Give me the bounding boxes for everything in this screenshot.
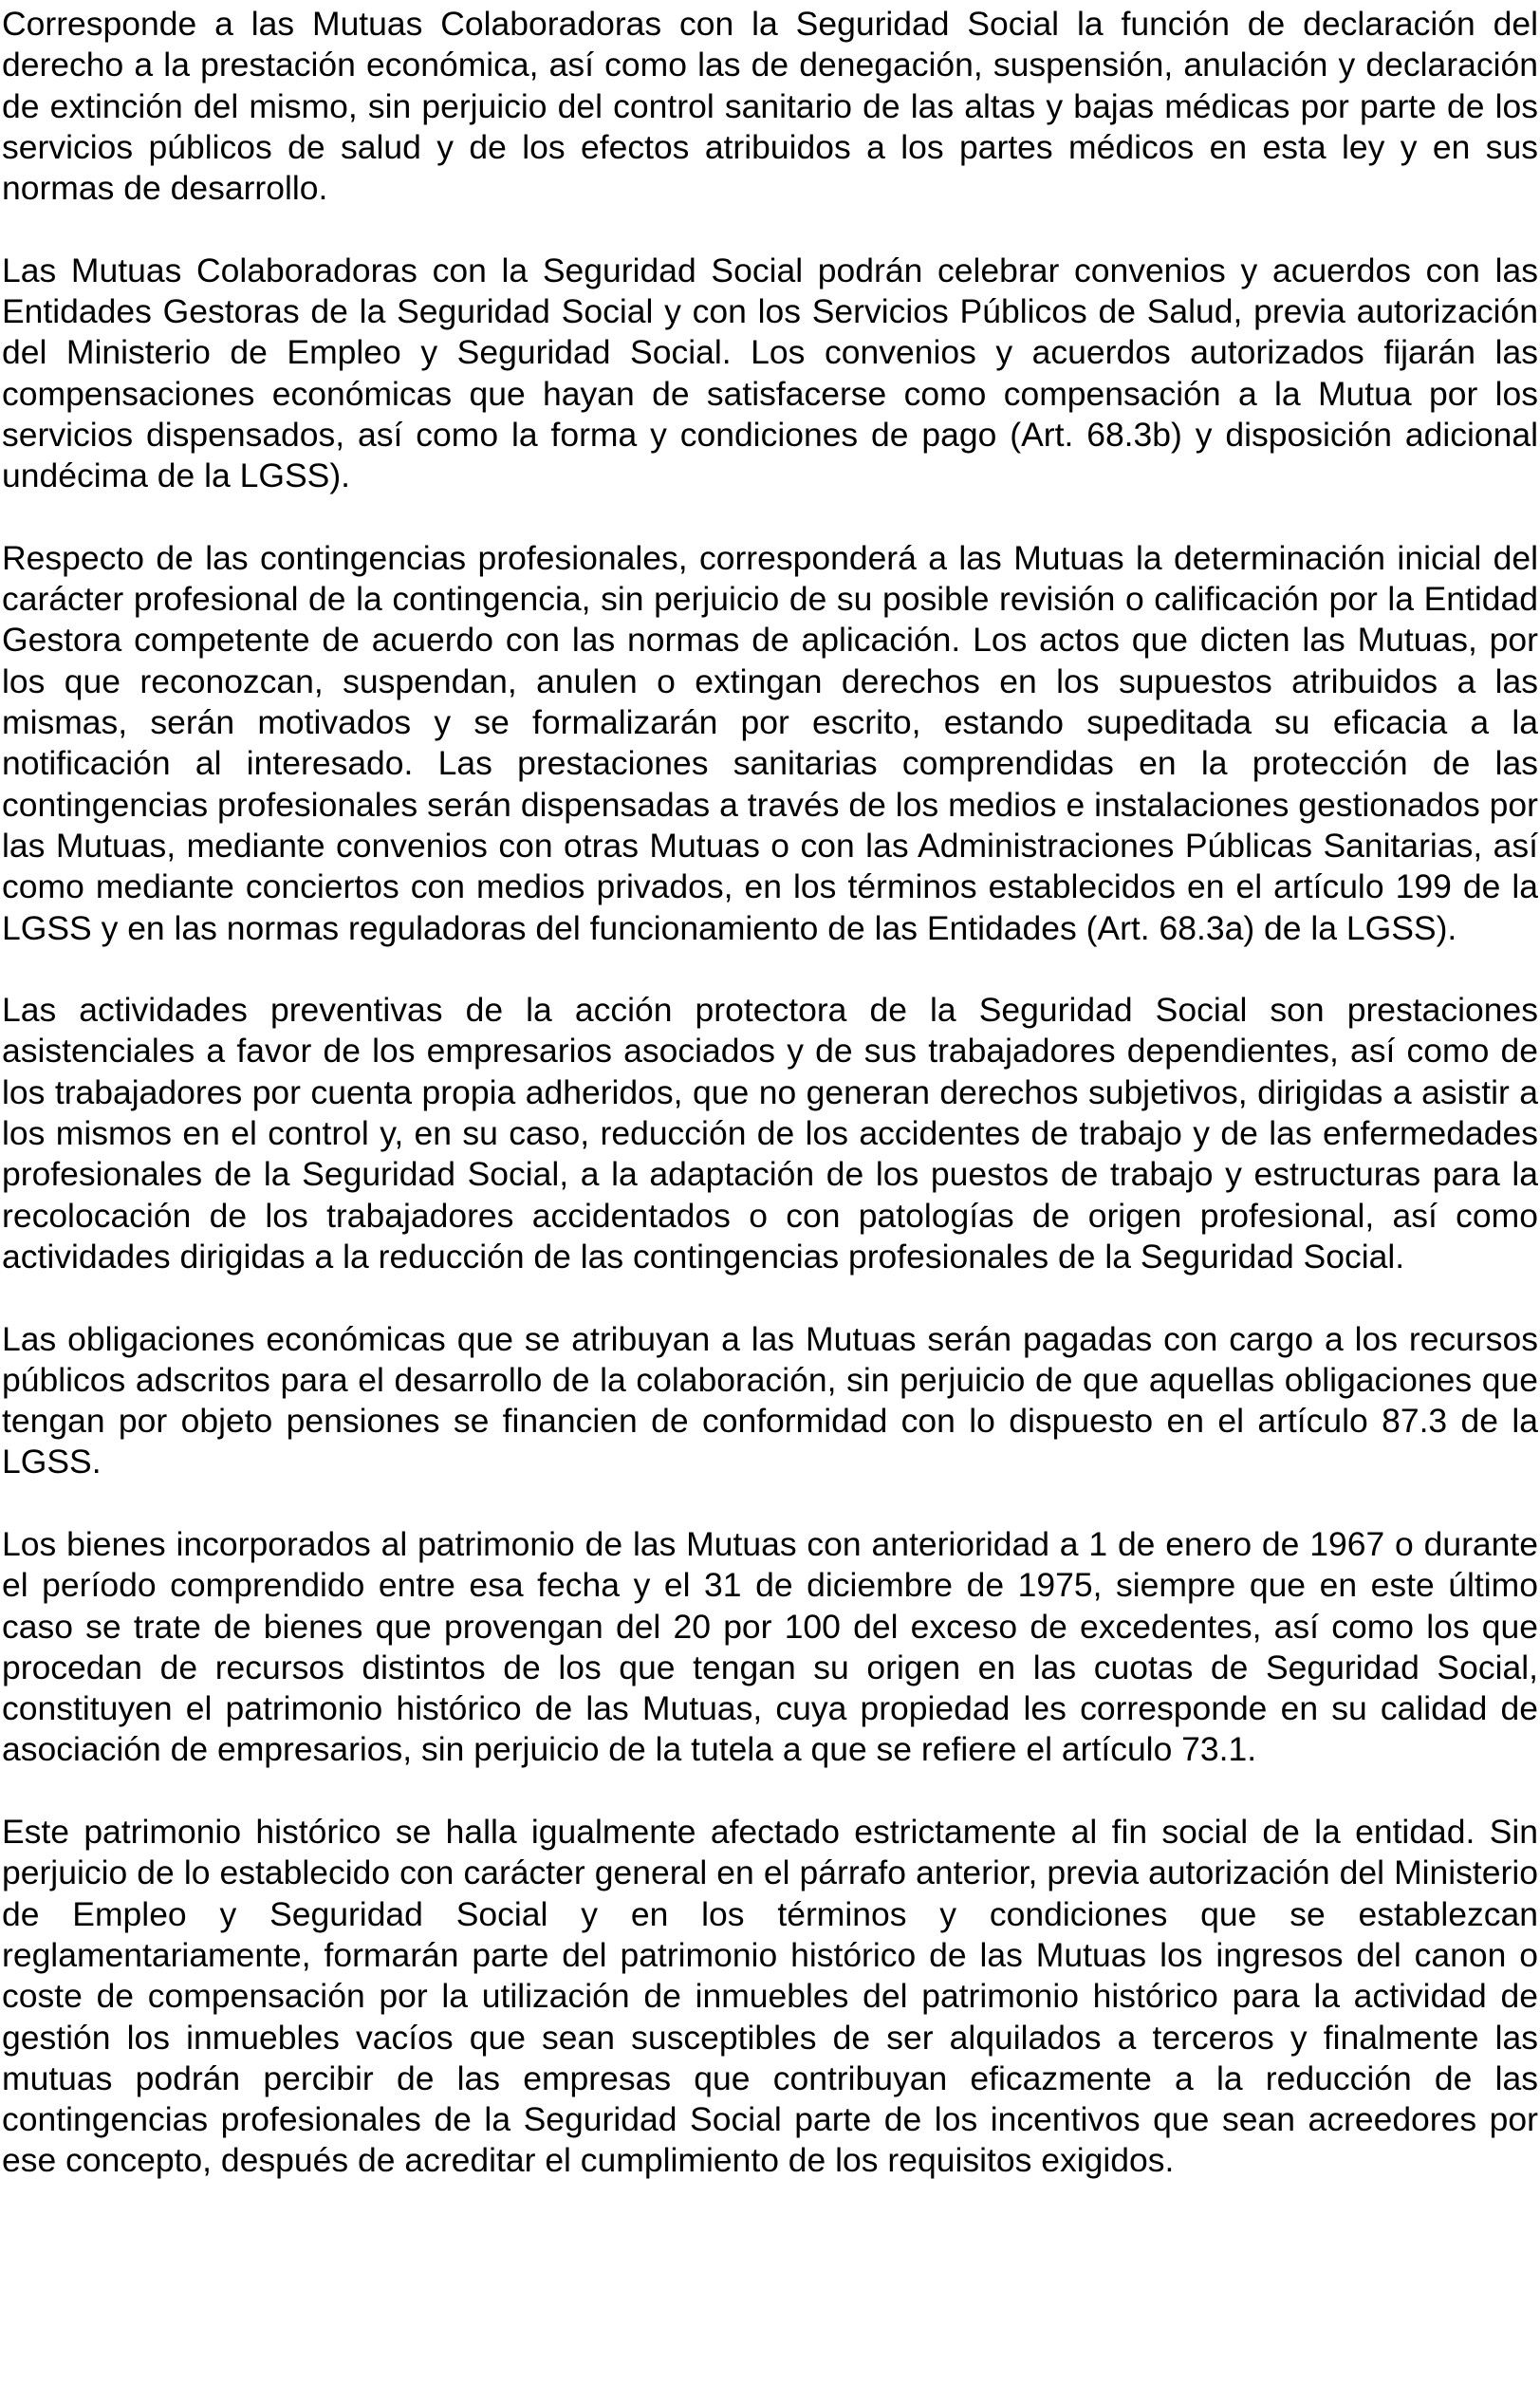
paragraph-7: Este patrimonio histórico se halla igualmente afectado estrictamente al fin social de la entidad. Sin perjuicio de lo establecido con carácter general en el párrafo anterior, previa autorización del Ministerio de Empleo y Seguridad Social y en los términos y condiciones que se establezcan reglamentariamente, formarán parte del patrimonio histórico de las Mutuas los ingresos del canon o coste de compensación por la utilización de inmuebles del patrimonio histórico para la actividad de gestión los inmuebles vacíos que sean susceptibles de ser alquilados a terceros y finalmente las mutuas podrán percibir de las empresas que contribuyan eficazmente a la reducción de las contingencias profesionales de la Seguridad Social parte de los incentivos que sean acreedores por ese concepto, después de acreditar el cumplimiento de los requisitos exigidos. xyxy=(2,1813,1538,2180)
paragraph-3: Respecto de las contingencias profesionales, corresponderá a las Mutuas la determinación inicial del carácter profesional de la contingencia, sin perjuicio de su posible revisión o calificación por la Entidad Gestora competente de acuerdo con las normas de aplicación. Los actos que dicten las Mutuas, por los que reconozcan, suspendan, anulen o extingan derechos en los supuestos atribuidos a las mismas, serán motivados y se formalizarán por escrito, estando supeditada su eficacia a la notificación al interesado. Las prestaciones sanitarias comprendidas en la protección de las contingencias profesionales serán dispensadas a través de los medios e instalaciones gestionados por las Mutuas, mediante convenios con otras Mutuas o con las Administraciones Públicas Sanitarias, así como mediante conciertos con medios privados, en los términos establecidos en el artículo 199 de la LGSS y en las normas reguladoras del funcionamiento de las Entidades (Art. 68.3a) de la LGSS). xyxy=(2,538,1538,947)
paragraph-4: Las actividades preventivas de la acción protectora de la Seguridad Social son prestaciones asistenciales a favor de los empresarios asociados y de sus trabajadores dependientes, así como de los trabajadores por cuenta propia adheridos, que no generan derechos subjetivos, dirigidas a asistir a los mismos en el control y, en su caso, reducción de los accidentes de trabajo y de las enfermedades profesionales de la Seguridad Social, a la adaptación de los puestos de trabajo y estructuras para la recolocación de los trabajadores accidentados o con patologías de origen profesional, así como actividades dirigidas a la reducción de las contingencias profesionales de la Seguridad Social. xyxy=(2,991,1538,1276)
paragraph-2: Las Mutuas Colaboradoras con la Seguridad Social podrán celebrar convenios y acuerdos con las Entidades Gestoras de la Seguridad Social y con los Servicios Públicos de Salud, previa autorización del Ministerio de Empleo y Seguridad Social. Los convenios y acuerdos autorizados fijarán las compensaciones económicas que hayan de satisfacerse como compensación a la Mutua por los servicios dispensados, así como la forma y condiciones de pago (Art. 68.3b) y disposición adicional undécima de la LGSS). xyxy=(2,251,1538,495)
paragraph-6: Los bienes incorporados al patrimonio de las Mutuas con anterioridad a 1 de enero de 1967 o durante el período comprendido entre esa fecha y el 31 de diciembre de 1975, siempre que en este último caso se trate de bienes que provengan del 20 por 100 del exceso de excedentes, así como los que procedan de recursos distintos de los que tengan su origen en las cuotas de Seguridad Social, constituyen el patrimonio histórico de las Mutuas, cuya propiedad les corresponde en su calidad de asociación de empresarios, sin perjuicio de la tutela a que se refiere el artículo 73.1. xyxy=(2,1524,1538,1769)
paragraph-5: Las obligaciones económicas que se atribuyan a las Mutuas serán pagadas con cargo a los recursos públicos adscritos para el desarrollo de la colaboración, sin perjuicio de que aquellas obligaciones que tengan por objeto pensiones se financien de conformidad con lo dispuesto en el artículo 87.3 de la LGSS. xyxy=(2,1319,1538,1481)
paragraph-1: Corresponde a las Mutuas Colaboradoras con la Seguridad Social la función de declaración del derecho a la prestación económica, así como las de denegación, suspensión, anulación y declaración de extinción del mismo, sin perjuicio del control sanitario de las altas y bajas médicas por parte de los servicios públicos de salud y de los efectos atribuidos a los partes médicos en esta ley y en sus normas de desarrollo. xyxy=(2,5,1538,208)
